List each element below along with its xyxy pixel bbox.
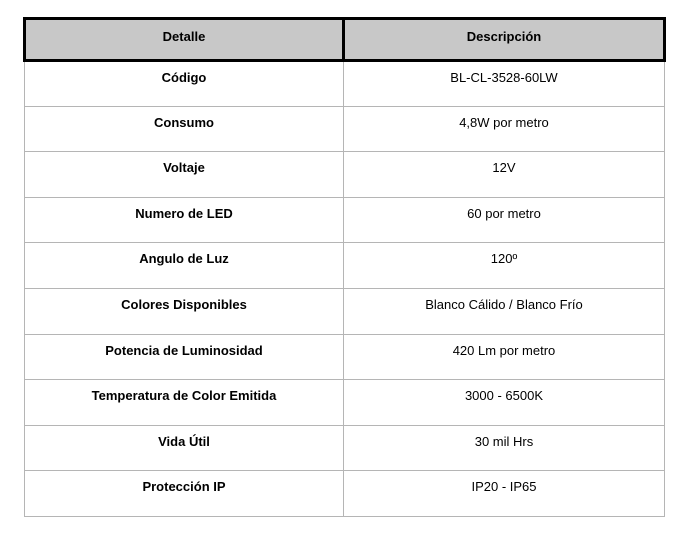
table-row <box>25 197 665 243</box>
detail-cell: Código <box>25 61 344 107</box>
table-row <box>25 380 665 426</box>
detail-cell: Colores Disponibles <box>25 288 344 334</box>
description-cell: 30 mil Hrs <box>344 425 665 471</box>
table-row <box>25 471 665 517</box>
detail-cell: Consumo <box>25 106 344 152</box>
detail-cell: Temperatura de Color Emitida <box>25 380 344 426</box>
table-row <box>25 334 665 380</box>
detail-cell: Potencia de Luminosidad <box>25 334 344 380</box>
table-row <box>25 243 665 289</box>
header-row <box>25 19 665 61</box>
description-cell: IP20 - IP65 <box>344 471 665 517</box>
header-descripcion: Descripción <box>344 19 665 61</box>
table-row <box>25 425 665 471</box>
table-row <box>25 288 665 334</box>
description-cell: 120º <box>344 243 665 289</box>
table-row <box>25 152 665 198</box>
spec-table <box>23 17 666 517</box>
header-detalle: Detalle <box>25 19 344 61</box>
detail-cell: Angulo de Luz <box>25 243 344 289</box>
table-row <box>25 61 665 107</box>
description-cell: 3000 - 6500K <box>344 380 665 426</box>
table-row <box>25 106 665 152</box>
description-cell: 12V <box>344 152 665 198</box>
description-cell: 60 por metro <box>344 197 665 243</box>
detail-cell: Protección IP <box>25 471 344 517</box>
description-cell: 4,8W por metro <box>344 106 665 152</box>
description-cell: BL-CL-3528-60LW <box>344 61 665 107</box>
detail-cell: Vida Útil <box>25 425 344 471</box>
description-cell: Blanco Cálido / Blanco Frío <box>344 288 665 334</box>
detail-cell: Voltaje <box>25 152 344 198</box>
description-cell: 420 Lm por metro <box>344 334 665 380</box>
detail-cell: Numero de LED <box>25 197 344 243</box>
